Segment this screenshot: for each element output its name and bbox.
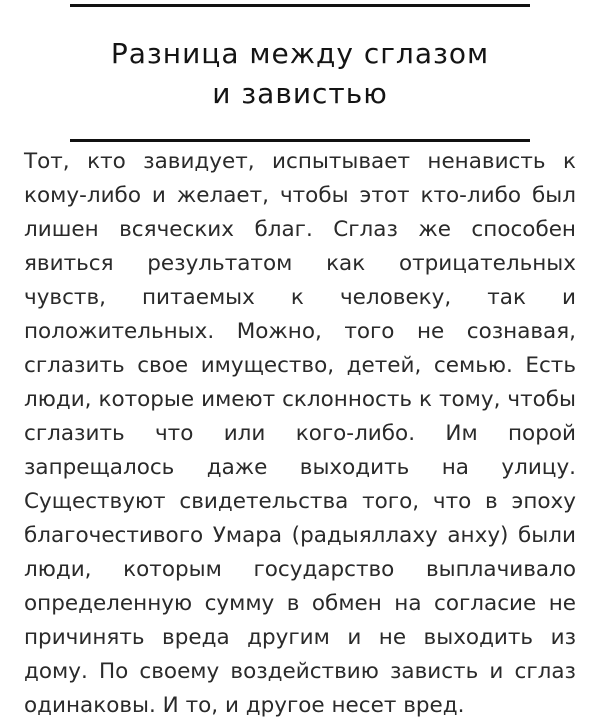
article-paragraph: Тот, кто завидует, испытывает ненависть к кому-либо и желает, чтобы этот кто-либо был лишен всяческих благ. Сглаз же способен явиться результатом как отрицательных чувств, питаемых к человеку, так и положительных. Можно, того не сознавая, сглазить свое имущество, детей, семью. Есть люди, которые имеют склонность к тому, чтобы сглазить что или кого-либо. Им порой запрещалось даже выходить на улицу. Существуют свидетельства того, что в эпоху благочестивого Умара (радыяллаху анху) были люди, которым государство выплачивало определенную сумму в обмен на согласие не причинять вреда другим и не выходить из дому. По своему воздействию зависть и сглаз одинаковы. И то, и другое несет вред.	[24, 149, 576, 718]
top-divider	[70, 4, 530, 7]
bottom-divider	[70, 139, 530, 142]
article-title-line-1: Разница между сглазом	[110, 37, 490, 70]
article-title-line-2: и завистью	[212, 77, 388, 110]
article-title	[0, 34, 600, 114]
